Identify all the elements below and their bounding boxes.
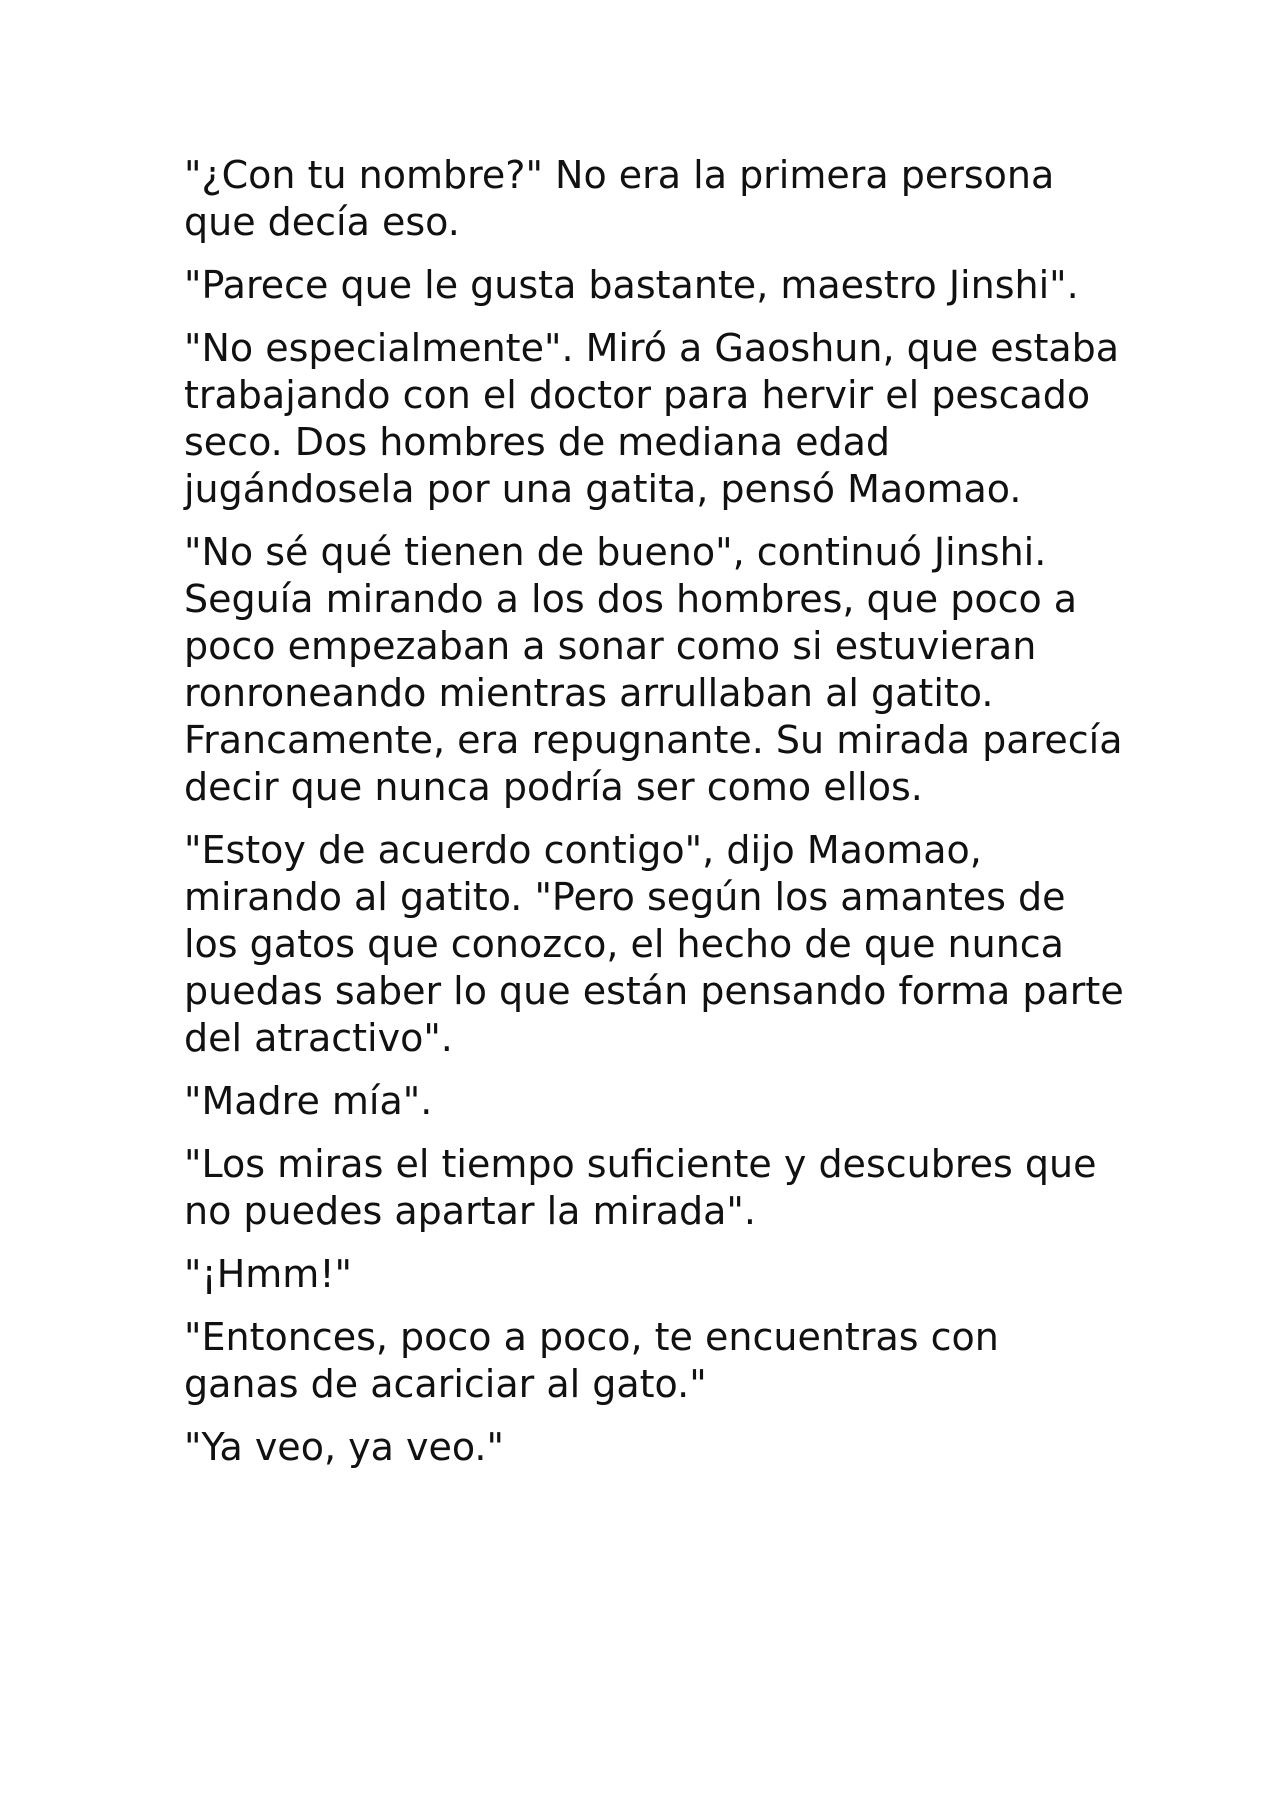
text-body [184,152,1124,1487]
paragraph: "¿Con tu nombre?" No era la primera persona que decía eso. [184,153,1055,244]
paragraph: "¡Hmm!" [184,1252,353,1296]
paragraph: "Entonces, poco a poco, te encuentras con ganas de acariciar al gato." [184,1315,999,1406]
paragraph: "Estoy de acuerdo contigo", dijo Maomao, mirando al gatito. "Pero según los amantes de los gatos que conozco, el hecho de que nunca puedas saber lo que están pensando forma parte del atractivo". [184,828,1124,1060]
paragraph: "Madre mía". [184,1079,433,1123]
paragraph: "Ya veo, ya veo." [184,1425,504,1469]
paragraph: "No especialmente". Miró a Gaoshun, que estaba trabajando con el doctor para hervir el pescado seco. Dos hombres de mediana edad jugándosela por una gatita, pensó Maomao. [184,326,1120,511]
paragraph: "No sé qué tienen de bueno", continuó Jinshi. Seguía mirando a los dos hombres, que poco a poco empezaban a sonar como si estuvieran ronroneando mientras arrullaban al gatito. Francamente, era repugnante. Su mirada parecía decir que nunca podría ser como ellos. [184,530,1123,809]
paragraph: "Los miras el tiempo suficiente y descubres que no puedes apartar la mirada". [184,1142,1097,1233]
paragraph: "Parece que le gusta bastante, maestro Jinshi". [184,263,1079,307]
